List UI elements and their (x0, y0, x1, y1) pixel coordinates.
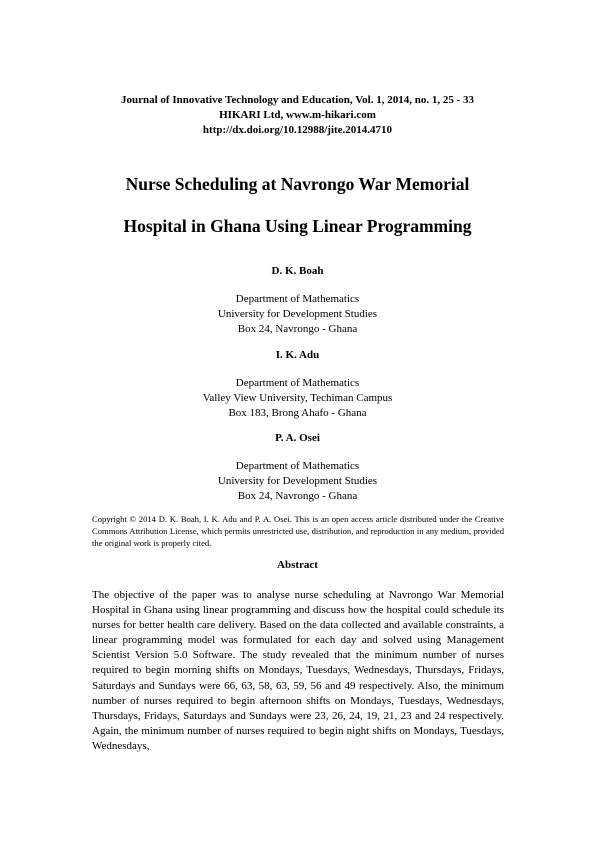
journal-citation: Journal of Innovative Technology and Education, Vol. 1, 2014, no. 1, 25 - 33 (121, 94, 474, 106)
affiliation-line: Department of Mathematics (235, 377, 360, 389)
affiliation-line: Valley View University, Techiman Campus (202, 392, 393, 404)
doi-link[interactable]: http://dx.doi.org/10.12988/jite.2014.4710 (202, 124, 393, 136)
paper-title-line-2: Hospital in Ghana Using Linear Programming (123, 216, 472, 236)
affiliation-line: Department of Mathematics (235, 460, 360, 472)
affiliation-line: Department of Mathematics (235, 293, 360, 305)
author-name: I. K. Adu (275, 349, 320, 361)
author-affiliation (0, 292, 595, 337)
publisher-line: HIKARI Ltd, www.m-hikari.com (219, 109, 376, 121)
author-affiliation (0, 376, 595, 421)
abstract-text: The objective of the paper was to analyse nurse scheduling at Navrongo War Memorial Hospital in Ghana using linear programming and discuss how the hospital could schedule its nurses for better health care delivery. Based on the data collected and available constraints, a linear programming model was formulated for each day and solved using Management Scientist Version 5.0 Software. The study revealed that the minimum number of nurses required to begin morning shifts on Mondays, Tuesdays, Wednesdays, Thursdays, Fridays, Saturdays and Sundays were 66, 63, 58, 63, 59, 56 and 49 respectively. Also, the minimum number of nurses required to begin afternoon shifts on Mondays, Tuesdays, Wednesdays, Thursdays, Fridays, Saturdays and Sundays were 23, 26, 24, 19, 21, 23 and 24 respectively. Again, the minimum number of nurses required to begin night shifts on Mondays, Tuesdays, Wednesdays, (92, 589, 504, 752)
author-name: D. K. Boah (271, 265, 324, 277)
abstract-heading: Abstract (277, 559, 318, 571)
affiliation-line: Box 24, Navrongo - Ghana (237, 490, 358, 502)
affiliation-line: University for Development Studies (217, 308, 378, 320)
affiliation-line: Box 24, Navrongo - Ghana (237, 323, 358, 335)
journal-header (0, 93, 595, 138)
copyright-notice: Copyright © 2014 D. K. Boah, I. K. Adu and P. A. Osei. This is an open access article distributed under the Creative Commons Attribution License, which permits unrestricted use, distribution, and reproduction in any medium, provided the original work is properly cited. (92, 514, 504, 548)
paper-title-line-1: Nurse Scheduling at Navrongo War Memorial (125, 174, 470, 194)
author-name: P. A. Osei (275, 432, 320, 444)
affiliation-line: Box 183, Brong Ahafo - Ghana (228, 407, 367, 419)
affiliation-line: University for Development Studies (217, 475, 378, 487)
author-affiliation (0, 459, 595, 504)
